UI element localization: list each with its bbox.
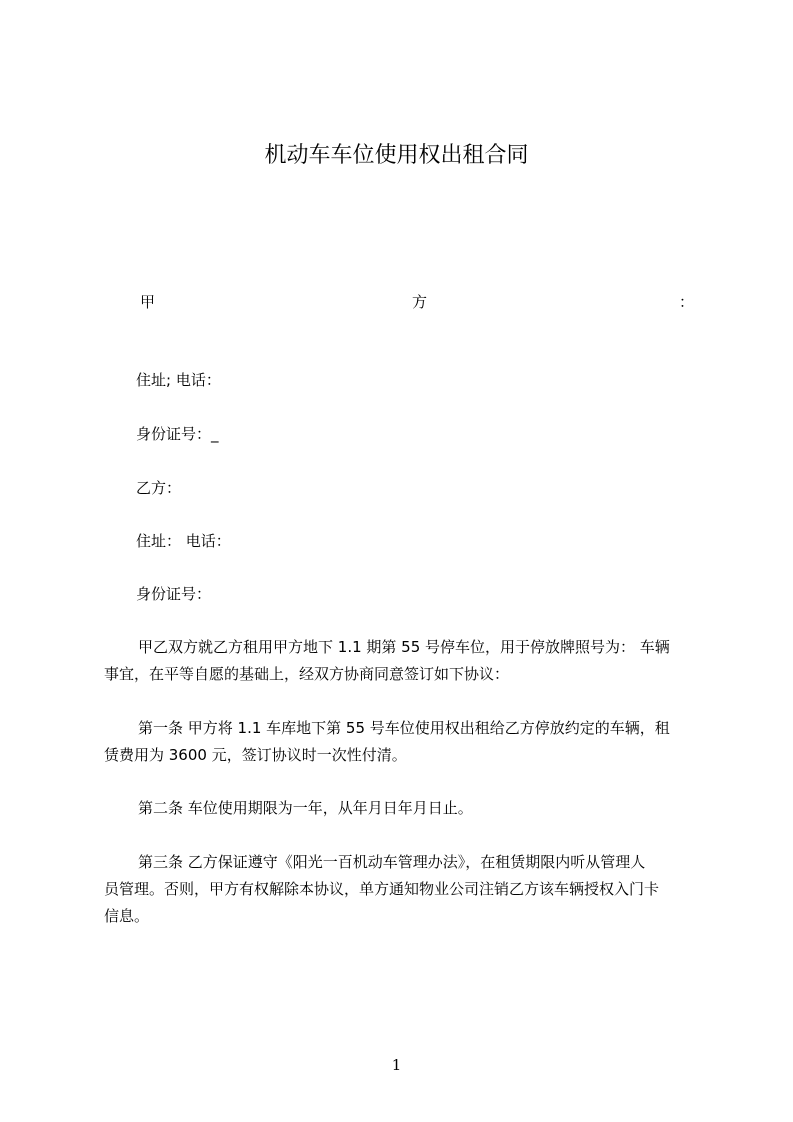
party-b: 乙方： xyxy=(136,479,182,497)
party-a-id: 身份证号：_ xyxy=(136,425,219,443)
article-3 xyxy=(104,849,700,930)
party-b-address: 住址： 电话： xyxy=(136,532,231,550)
article-3-line-1: 第三条 乙方保证遵守《阳光一百机动车管理办法》，在租赁期限内听从管理人 xyxy=(138,853,646,871)
page-number: 1 xyxy=(391,1056,402,1074)
intro-paragraph xyxy=(104,634,700,688)
article-2 xyxy=(104,795,700,822)
article-1-line-1: 第一条 甲方将 1.1 车库地下第 55 号车位使用权出租给乙方停放约定的车辆，租 xyxy=(138,719,670,737)
document-title: 机动车车位使用权出租合同 xyxy=(264,143,529,168)
party-a-colon: ： xyxy=(678,293,694,311)
party-a-char-1: 甲 xyxy=(140,293,156,311)
party-a-address: 住址; 电话： xyxy=(136,371,221,389)
intro-line-1: 甲乙双方就乙方租用甲方地下 1.1 期第 55 号停车位，用于停放牌照号为： 车辆 xyxy=(138,638,670,656)
article-2-line-1: 第二条 车位使用期限为一年，从年月日年月日止。 xyxy=(138,799,473,817)
party-a-char-2: 方 xyxy=(412,293,428,311)
article-3-line-2: 员管理。否则，甲方有权解除本协议，单方通知物业公司注销乙方该车辆授权入门卡 xyxy=(104,880,660,898)
intro-line-2: 事宜，在平等自愿的基础上，经双方协商同意签订如下协议： xyxy=(104,665,510,683)
article-1 xyxy=(104,715,700,769)
article-1-line-2: 赁费用为 3600 元，签订协议时一次性付清。 xyxy=(104,746,407,764)
party-a-label-row xyxy=(138,290,694,314)
party-b-id: 身份证号： xyxy=(136,585,212,603)
article-3-line-3: 信息。 xyxy=(104,907,150,925)
